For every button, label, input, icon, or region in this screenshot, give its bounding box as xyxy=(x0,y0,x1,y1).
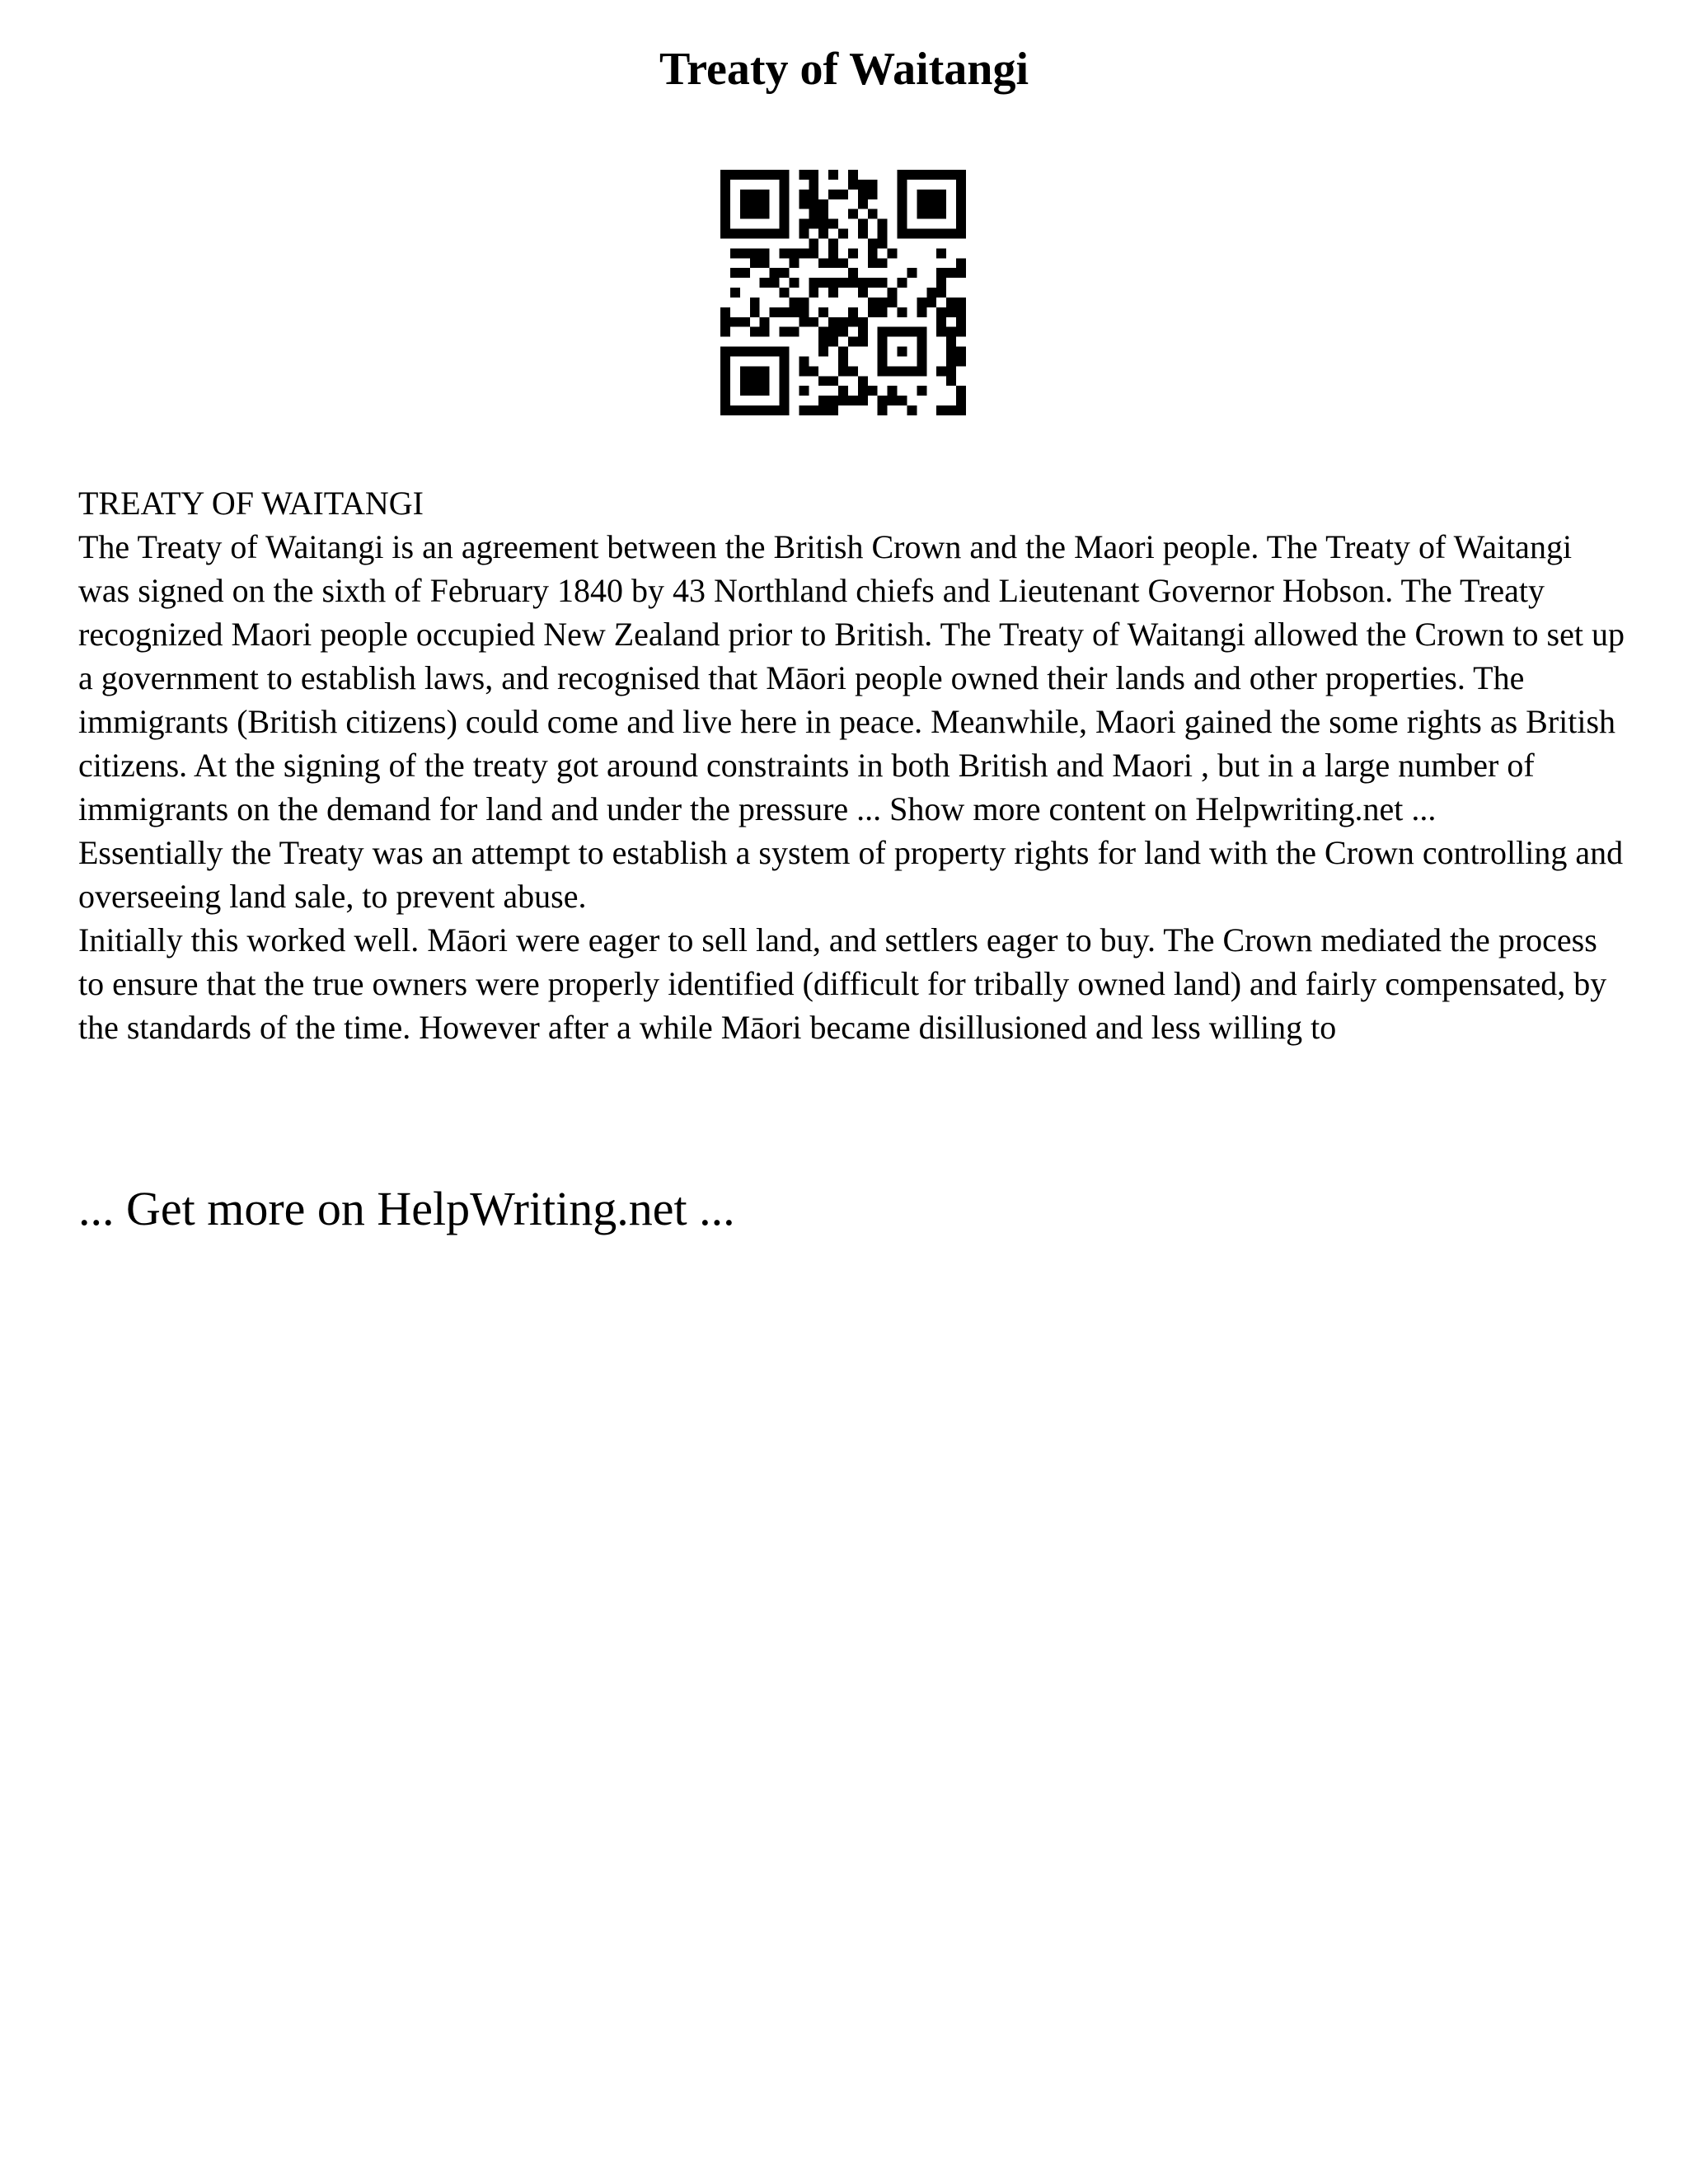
qr-module xyxy=(838,396,848,405)
qr-module xyxy=(809,190,818,199)
qr-module xyxy=(878,278,888,288)
qr-module xyxy=(818,219,828,229)
qr-module xyxy=(878,238,888,248)
qr-module xyxy=(799,366,809,376)
qr-module xyxy=(936,278,946,288)
qr-module xyxy=(848,180,858,190)
qr-module xyxy=(799,298,809,307)
qr-module xyxy=(956,268,966,278)
qr-module xyxy=(956,307,966,317)
qr-module xyxy=(828,248,838,258)
qr-module xyxy=(828,405,838,415)
qr-module xyxy=(898,278,907,288)
qr-module xyxy=(809,405,818,415)
qr-module xyxy=(828,288,838,298)
qr-module xyxy=(818,396,828,405)
qr-module xyxy=(828,327,838,337)
qr-module xyxy=(888,288,898,298)
qr-module xyxy=(956,258,966,268)
qr-module xyxy=(898,396,907,405)
qr-module xyxy=(868,238,878,248)
qr-module xyxy=(956,396,966,405)
qr-module xyxy=(868,190,878,199)
qr-module xyxy=(946,337,956,347)
qr-module xyxy=(730,268,740,278)
qr-module xyxy=(750,298,760,307)
qr-module xyxy=(818,347,828,357)
qr-finder-top-left xyxy=(720,170,789,238)
qr-module xyxy=(926,298,936,307)
qr-module xyxy=(809,180,818,190)
qr-module xyxy=(878,219,888,229)
qr-module xyxy=(888,298,898,307)
qr-module xyxy=(956,298,966,307)
qr-module xyxy=(780,307,790,317)
qr-module xyxy=(858,199,868,209)
qr-module xyxy=(809,278,818,288)
qr-module xyxy=(956,317,966,327)
qr-module xyxy=(858,180,868,190)
qr-module xyxy=(878,396,888,405)
qr-module xyxy=(828,258,838,268)
qr-finder-bottom-left xyxy=(720,347,789,415)
qr-module xyxy=(838,327,848,337)
qr-module xyxy=(818,258,828,268)
qr-module xyxy=(936,405,946,415)
qr-module xyxy=(809,317,818,327)
qr-module xyxy=(799,199,809,209)
qr-module xyxy=(878,229,888,239)
qr-module xyxy=(956,327,966,337)
qr-module xyxy=(878,307,888,317)
qr-module xyxy=(858,278,868,288)
qr-module xyxy=(760,258,770,268)
qr-module xyxy=(936,268,946,278)
qr-module xyxy=(956,405,966,415)
qr-module xyxy=(926,288,936,298)
qr-module xyxy=(888,396,898,405)
qr-module xyxy=(838,347,848,357)
qr-module xyxy=(818,337,828,347)
qr-module xyxy=(818,199,828,209)
qr-module xyxy=(789,327,799,337)
qr-module xyxy=(799,248,809,258)
paragraph-2: Essentially the Treaty was an attempt to establish a system of property rights for land with the Crown controlling and overseeing land sale, to prevent abuse. xyxy=(78,834,1624,915)
qr-module xyxy=(799,405,809,415)
qr-module xyxy=(838,229,848,239)
qr-module xyxy=(740,317,750,327)
qr-module xyxy=(888,248,898,258)
qr-module xyxy=(868,278,878,288)
qr-module xyxy=(720,317,730,327)
qr-module xyxy=(936,366,946,376)
qr-module xyxy=(868,209,878,219)
qr-module xyxy=(868,258,878,268)
qr-module xyxy=(799,219,809,229)
qr-module xyxy=(848,366,858,376)
qr-module xyxy=(818,229,828,239)
qr-module xyxy=(868,307,878,317)
get-more-link[interactable]: ... Get more on HelpWriting.net ... xyxy=(78,1182,735,1235)
qr-module xyxy=(936,307,946,317)
qr-module xyxy=(936,248,946,258)
qr-module xyxy=(809,366,818,376)
qr-module xyxy=(858,386,868,396)
qr-module xyxy=(740,248,750,258)
qr-module xyxy=(838,258,848,268)
qr-code-icon[interactable] xyxy=(720,170,966,415)
qr-module xyxy=(720,327,730,337)
qr-module xyxy=(789,307,799,317)
qr-module xyxy=(760,327,770,337)
qr-module xyxy=(848,209,858,219)
qr-module xyxy=(799,307,809,317)
qr-module xyxy=(799,170,809,180)
qr-module xyxy=(780,288,790,298)
qr-module xyxy=(828,376,838,386)
qr-module xyxy=(858,219,868,229)
qr-module xyxy=(809,238,818,248)
qr-module xyxy=(838,386,848,396)
qr-module xyxy=(730,288,740,298)
qr-module xyxy=(936,327,946,337)
qr-module xyxy=(848,337,858,347)
qr-module xyxy=(809,199,818,209)
qr-module xyxy=(809,209,818,219)
qr-module xyxy=(917,307,926,317)
qr-module xyxy=(838,317,848,327)
qr-module xyxy=(868,248,878,258)
qr-module xyxy=(858,396,868,405)
qr-module xyxy=(838,356,848,366)
qr-module xyxy=(946,307,956,317)
qr-module xyxy=(828,337,838,347)
qr-module xyxy=(809,170,818,180)
qr-module xyxy=(828,219,838,229)
qr-module xyxy=(907,405,917,415)
qr-module xyxy=(780,268,790,278)
qr-module xyxy=(917,298,926,307)
qr-module xyxy=(760,278,770,288)
qr-module xyxy=(828,190,838,199)
qr-module xyxy=(799,317,809,327)
qr-module xyxy=(858,337,868,347)
qr-module xyxy=(848,278,858,288)
qr-module xyxy=(907,268,917,278)
qr-module xyxy=(780,248,790,258)
qr-module xyxy=(750,248,760,258)
qr-module xyxy=(730,317,740,327)
qr-module xyxy=(720,307,730,317)
qr-module xyxy=(946,376,956,386)
qr-module xyxy=(936,288,946,298)
qr-module xyxy=(750,307,760,317)
qr-module xyxy=(848,307,858,317)
paragraph-1: The Treaty of Waitangi is an agreement between the British Crown and the Maori people. The Treaty of Waitangi was signed on the sixth of February 1840 by 43 Northland chiefs and Lieutenant Governor Hobson. The Treaty recognized Maori people occupied New Zealand prior to British. The Treaty of Waitangi allowed the Crown to set up a government to establish laws, and recognised that Māori people owned their lands and other properties. The immigrants (British citizens) could come and live here in peace. Meanwhile, Maori gained the some rights as British citizens. At the signing of the treaty got around constraints in both British and Maori , but in a large number of immigrants on the demand for land and under the pressure ... Show more content on Helpwriting.net ... xyxy=(78,528,1625,827)
qr-module xyxy=(858,229,868,239)
qr-alignment xyxy=(878,327,927,377)
qr-module xyxy=(818,307,828,317)
page-title: Treaty of Waitangi xyxy=(659,44,1029,95)
qr-module xyxy=(780,327,790,337)
section-heading: TREATY OF WAITANGI xyxy=(78,485,424,522)
qr-module xyxy=(750,258,760,268)
qr-module xyxy=(858,376,868,386)
qr-module xyxy=(858,190,868,199)
qr-module xyxy=(799,356,809,366)
qr-module xyxy=(878,298,888,307)
document-body xyxy=(78,481,1628,1049)
qr-module xyxy=(809,248,818,258)
qr-module xyxy=(858,288,868,298)
qr-module xyxy=(878,258,888,268)
qr-module xyxy=(858,317,868,327)
qr-module xyxy=(809,219,818,229)
qr-module xyxy=(946,347,956,357)
qr-module xyxy=(956,386,966,396)
qr-module xyxy=(828,170,838,180)
qr-module xyxy=(740,268,750,278)
qr-module xyxy=(838,278,848,288)
qr-module xyxy=(828,238,838,248)
qr-module xyxy=(848,248,858,258)
qr-module xyxy=(818,376,828,386)
paragraph-3: Initially this worked well. Māori were eager to sell land, and settlers eager to buy. The Crown mediated the process to ensure that the true owners were properly identified (difficult for tribally owned land) and fairly compensated, by the standards of the time. However after a while Māori became disillusioned and less willing to xyxy=(78,921,1607,1046)
qr-module xyxy=(750,327,760,337)
qr-module xyxy=(789,278,799,288)
qr-module xyxy=(818,209,828,219)
qr-module xyxy=(789,298,799,307)
qr-module xyxy=(848,317,858,327)
qr-module xyxy=(760,317,770,327)
qr-finder-top-right xyxy=(898,170,966,238)
qr-module xyxy=(878,405,888,415)
qr-module xyxy=(789,248,799,258)
qr-module xyxy=(946,268,956,278)
qr-module xyxy=(888,386,898,396)
qr-module xyxy=(898,307,907,317)
qr-module xyxy=(730,248,740,258)
qr-module xyxy=(946,356,956,366)
qr-module xyxy=(946,327,956,337)
qr-module xyxy=(818,405,828,415)
qr-module xyxy=(818,327,828,337)
qr-module xyxy=(818,278,828,288)
qr-module xyxy=(799,229,809,239)
qr-module xyxy=(838,366,848,376)
qr-module xyxy=(799,386,809,396)
qr-module xyxy=(770,307,780,317)
qr-module xyxy=(868,298,878,307)
qr-module xyxy=(858,327,868,337)
qr-module xyxy=(917,386,926,396)
qr-module xyxy=(936,317,946,327)
qr-module xyxy=(956,347,966,357)
qr-module xyxy=(956,356,966,366)
qr-module xyxy=(760,248,770,258)
qr-module xyxy=(848,170,858,180)
qr-module xyxy=(848,268,858,278)
qr-module xyxy=(946,366,956,376)
qr-module xyxy=(868,180,878,190)
qr-module xyxy=(946,298,956,307)
qr-module xyxy=(848,396,858,405)
qr-module xyxy=(828,396,838,405)
qr-module xyxy=(868,386,878,396)
qr-module xyxy=(838,190,848,199)
qr-module xyxy=(809,288,818,298)
qr-module xyxy=(770,268,780,278)
qr-module xyxy=(789,258,799,268)
qr-module xyxy=(828,278,838,288)
qr-module xyxy=(828,317,838,327)
qr-module xyxy=(770,278,780,288)
qr-module xyxy=(946,405,956,415)
qr-module xyxy=(799,190,809,199)
